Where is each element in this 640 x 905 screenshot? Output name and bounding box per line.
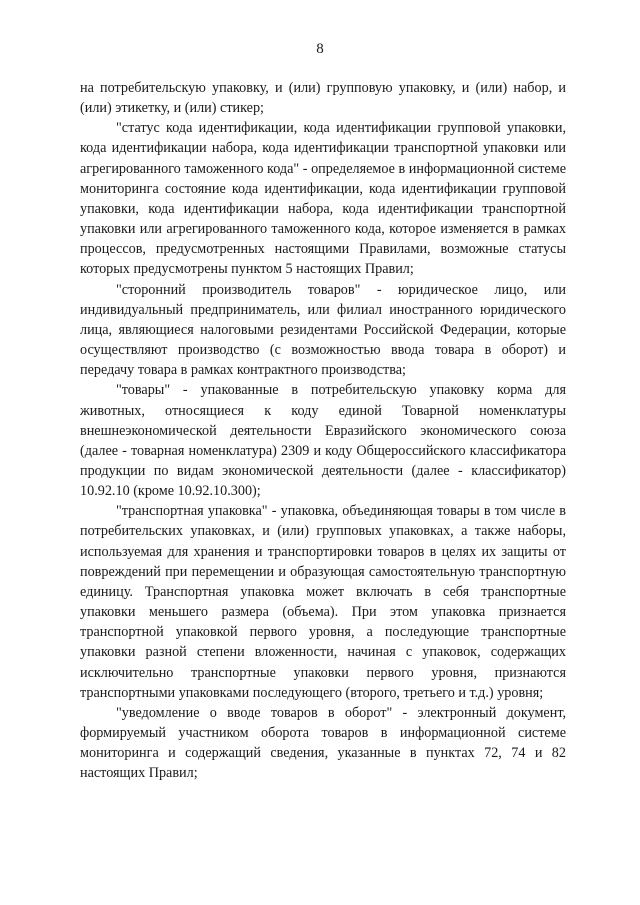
paragraph-definition-transport-packaging: "транспортная упаковка" - упаковка, объединяющая товары в том числе в потребительских упаковках, и (или) групповых упаковках, а также наборы, используемая для хранения и транспортировки товаров в целях их защиты от повреждений при перемещении и образующая самостоятельную транспортную единицу. Транспортная упаковка может включать в себя транспортные упаковки меньшего размера (объема). При этом упаковка признается транспортной упаковкой первого уровня, а последующие транспортные упаковки разной степени вложенности, начиная с упаковок, содержащих исключительно транспортные упаковки первого уровня, признаются транспортными упаковками последующего (второго, третьего и т.д.) уровня;: [80, 503, 566, 701]
paragraph-packaging-continuation: на потребительскую упаковку, и (или) групповую упаковку, и (или) набор, и (или) этикетку, и (или) стикер;: [80, 80, 566, 117]
page-number: 8: [316, 41, 324, 57]
document-body: [80, 78, 566, 783]
paragraph-definition-notification: "уведомление о вводе товаров в оборот" - электронный документ, формируемый участником оборота товаров в информационной системе мониторинга и содержащий сведения, указанные в пунктах 72, 74 и 82 настоящих Правил;: [80, 704, 566, 782]
paragraph-definition-third-party-producer: "сторонний производитель товаров" - юридическое лицо, или индивидуальный предприниматель, или филиал иностранного юридического лица, являющиеся налоговыми резидентами Российской Федерации, которые осуществляют производство (с возможностью ввода товара в оборот) и передачу товара в рамках контрактного производства;: [80, 281, 566, 379]
paragraph-definition-status: "статус кода идентификации, кода идентификации групповой упаковки, кода идентификации набора, кода идентификации транспортной упаковки или агрегированного таможенного кода" - определяемое в информационной системе мониторинга состояние кода идентификации, кода идентификации групповой упаковки, кода идентификации набора, кода идентификации транспортной упаковки или агрегированного таможенного кода, которое изменяется в рамках процессов, предусмотренных настоящими Правилами, возможные статусы которых предусмотрены пунктом 5 настоящих Правил;: [80, 120, 566, 278]
paragraph-definition-goods: "товары" - упакованные в потребительскую упаковку корма для животных, относящиеся к коду единой Товарной номенклатуры внешнеэкономической деятельности Евразийского экономического союза (далее - товарная номенклатура) 2309 и коду Общероссийского классификатора продукции по видам экономической деятельности (далее - классификатор) 10.92.10 (кроме 10.92.10.300);: [80, 382, 566, 500]
